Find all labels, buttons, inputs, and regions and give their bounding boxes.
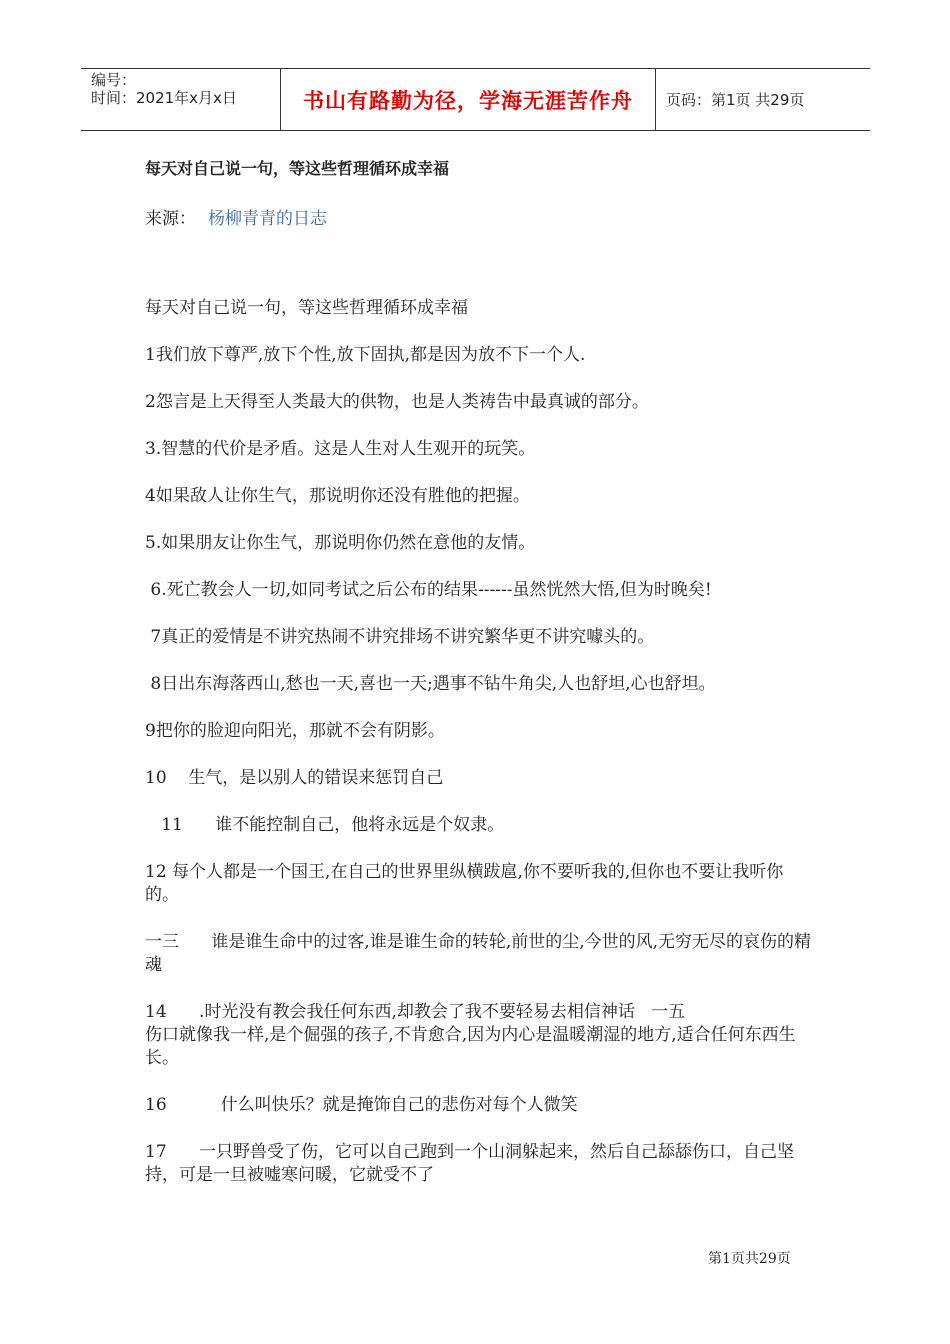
header-page-info: 页码：第1页 共29页 [666, 91, 805, 109]
paragraph: 17 一只野兽受了伤，它可以自己跑到一个山洞躲起来，然后自己舔舔伤口，自己坚持，可是一旦被嘘寒问暖，它就受不了 [145, 1142, 795, 1185]
header-motto: 书山有路勤为径，学海无涯苦作舟 [281, 69, 656, 130]
document-date: 时间：2021年x月x日 [91, 89, 237, 107]
document-number-label: 编号： [91, 71, 137, 89]
paragraph: 7真正的爱情是不讲究热闹不讲究排场不讲究繁华更不讲究噱头的。 [145, 627, 655, 647]
paragraph: 4如果敌人让你生气，那说明你还没有胜他的把握。 [145, 486, 530, 506]
paragraph: 12 每个人都是一个国王,在自己的世界里纵横跋扈,你不要听我的,但你也不要让我听你的。 [145, 862, 784, 905]
paragraph: 8日出东海落西山,愁也一天,喜也一天;遇事不钻牛角尖,人也舒坦,心也舒坦。 [145, 674, 716, 694]
paragraph: 3.智慧的代价是矛盾。这是人生对人生观开的玩笑。 [145, 439, 536, 459]
page-header [81, 68, 870, 131]
paragraph: 10 生气，是以别人的错误来惩罚自己 [145, 768, 444, 788]
document-body [145, 297, 815, 1211]
paragraph: 14 .时光没有教会我任何东西,却教会了我不要轻易去相信神话 一五 伤口就像我一样,是个倔强的孩子,不肯愈合,因为内心是温暖潮湿的地方,适合任何东西生长。 [145, 1002, 796, 1068]
source-link[interactable]: 杨柳青青的日志 [208, 209, 327, 229]
paragraph: 6.死亡教会人一切,如同考试之后公布的结果------虽然恍然大悟,但为时晚矣! [145, 580, 712, 600]
header-meta [81, 69, 281, 130]
paragraph: 每天对自己说一句，等这些哲理循环成幸福 [145, 298, 468, 318]
paragraph: 9把你的脸迎向阳光，那就不会有阴影。 [145, 721, 445, 741]
source-label: 来源： [145, 209, 196, 229]
paragraph: 11 谁不能控制自己，他将永远是个奴隶。 [145, 815, 505, 835]
paragraph: 5.如果朋友让你生气，那说明你仍然在意他的友情。 [145, 533, 536, 553]
source-line [145, 204, 327, 229]
paragraph: 2怨言是上天得至人类最大的供物，也是人类祷告中最真诚的部分。 [145, 392, 649, 412]
document-title: 每天对自己说一句，等这些哲理循环成幸福 [145, 159, 450, 178]
paragraph: 16 什么叫快乐？就是掩饰自己的悲伤对每个人微笑 [145, 1095, 578, 1115]
paragraph: 一三 谁是谁生命中的过客,谁是谁生命的转轮,前世的尘,今世的风,无穷无尽的哀伤的精魂 [145, 932, 812, 975]
paragraph: 1我们放下尊严,放下个性,放下固执,都是因为放不下一个人. [145, 345, 586, 365]
page-footer: 第1页共29页 [708, 1251, 791, 1267]
